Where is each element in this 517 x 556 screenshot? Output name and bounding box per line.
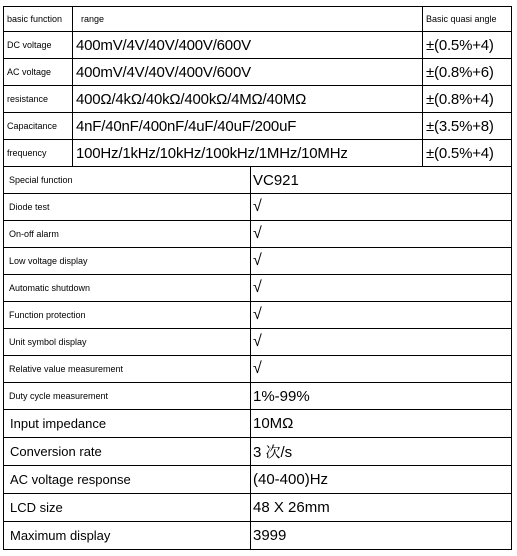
function-name: frequency <box>4 140 73 167</box>
function-accuracy: ±(0.5%+4) <box>423 140 512 167</box>
feature-label: LCD size <box>4 494 251 522</box>
table-row <box>4 59 512 86</box>
table-row <box>4 248 512 275</box>
basic-function-table <box>3 6 512 167</box>
spec-sheet <box>3 6 511 550</box>
table-row <box>4 356 512 383</box>
table-row <box>4 329 512 356</box>
feature-label: Input impedance <box>4 410 251 438</box>
table-row <box>4 140 512 167</box>
function-accuracy: ±(0.5%+4) <box>423 32 512 59</box>
function-name: DC voltage <box>4 32 73 59</box>
feature-label: Maximum display <box>4 522 251 550</box>
check-mark: √ <box>251 194 512 221</box>
feature-label: Conversion rate <box>4 438 251 466</box>
header-basic-function: basic function <box>4 7 73 32</box>
header-range: range <box>73 7 423 32</box>
check-mark: √ <box>251 248 512 275</box>
feature-label: Diode test <box>4 194 251 221</box>
feature-label: Automatic shutdown <box>4 275 251 302</box>
table-row <box>4 86 512 113</box>
table-row <box>4 302 512 329</box>
feature-value: 1%-99% <box>251 383 512 410</box>
table-row <box>4 221 512 248</box>
function-accuracy: ±(0.8%+6) <box>423 59 512 86</box>
table-row <box>4 494 512 522</box>
table-row <box>4 194 512 221</box>
check-mark: √ <box>251 302 512 329</box>
check-mark: √ <box>251 221 512 248</box>
feature-label: Unit symbol display <box>4 329 251 356</box>
function-range: 400Ω/4kΩ/40kΩ/400kΩ/4MΩ/40MΩ <box>73 86 423 113</box>
check-mark: √ <box>251 329 512 356</box>
table-row <box>4 438 512 466</box>
header-accuracy: Basic quasi angle <box>423 7 512 32</box>
feature-label: Duty cycle measurement <box>4 383 251 410</box>
check-mark: √ <box>251 275 512 302</box>
feature-value: 3999 <box>251 522 512 550</box>
feature-label: Relative value measurement <box>4 356 251 383</box>
feature-label: Low voltage display <box>4 248 251 275</box>
table-header-row <box>4 7 512 32</box>
feature-value: (40-400)Hz <box>251 466 512 494</box>
function-range: 400mV/4V/40V/400V/600V <box>73 59 423 86</box>
header-special-function: Special function <box>4 167 251 194</box>
table-row <box>4 466 512 494</box>
feature-label: On-off alarm <box>4 221 251 248</box>
feature-label: AC voltage response <box>4 466 251 494</box>
table-row <box>4 522 512 550</box>
function-name: AC voltage <box>4 59 73 86</box>
table-row <box>4 275 512 302</box>
special-function-table <box>3 166 512 550</box>
special-header-row <box>4 167 512 194</box>
function-name: Capacitance <box>4 113 73 140</box>
feature-value: 10MΩ <box>251 410 512 438</box>
function-accuracy: ±(3.5%+8) <box>423 113 512 140</box>
function-accuracy: ±(0.8%+4) <box>423 86 512 113</box>
function-range: 4nF/40nF/400nF/4uF/40uF/200uF <box>73 113 423 140</box>
function-name: resistance <box>4 86 73 113</box>
function-range: 100Hz/1kHz/10kHz/100kHz/1MHz/10MHz <box>73 140 423 167</box>
feature-label: Function protection <box>4 302 251 329</box>
table-row <box>4 410 512 438</box>
feature-value: 48 X 26mm <box>251 494 512 522</box>
function-range: 400mV/4V/40V/400V/600V <box>73 32 423 59</box>
table-row <box>4 32 512 59</box>
table-row <box>4 113 512 140</box>
check-mark: √ <box>251 356 512 383</box>
table-row <box>4 383 512 410</box>
model-name: VC921 <box>251 167 512 194</box>
feature-value: 3 次/s <box>251 438 512 466</box>
